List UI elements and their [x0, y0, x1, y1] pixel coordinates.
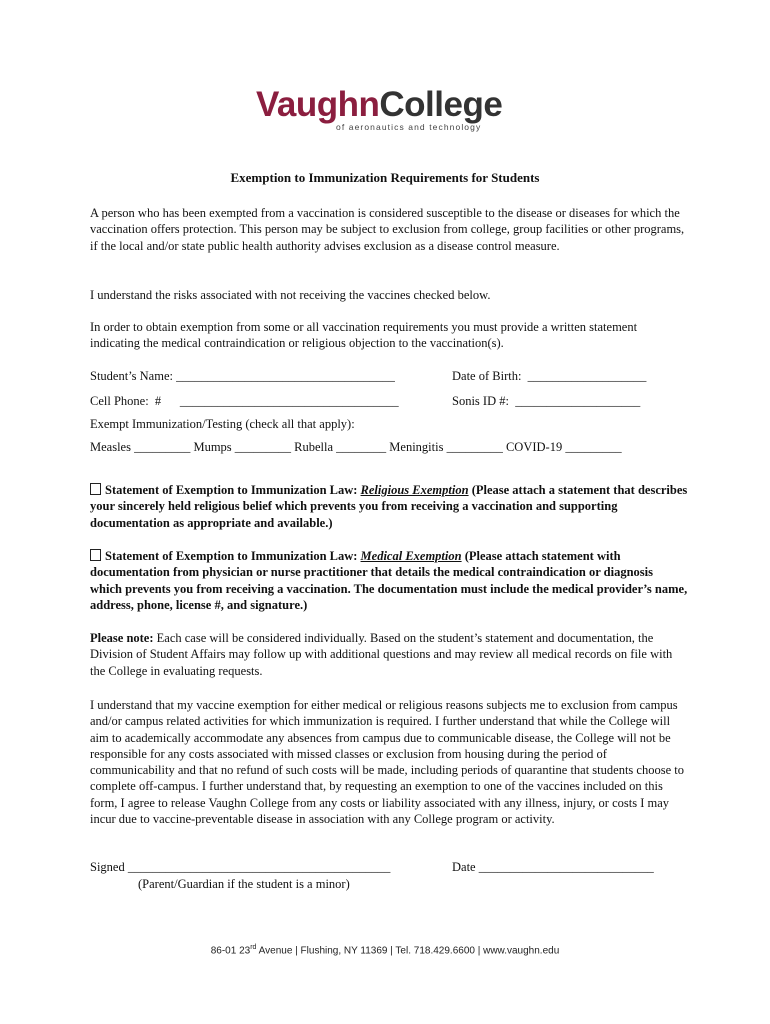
medical-exemption-statement — [90, 548, 688, 613]
obtain-exemption-paragraph: In order to obtain exemption from some or all vaccination requirements you must provide a written statement indicating the medical contraindication or religious objection to the vaccination(s). — [90, 320, 638, 351]
footer-contact — [0, 944, 770, 956]
logo-name-part2: College — [379, 85, 503, 124]
footer-address-rest: Avenue | Flushing, NY 11369 | Tel. 718.429.6600 | www.vaughn.edu — [256, 945, 560, 957]
guardian-note: (Parent/Guardian if the student is a minor) — [138, 877, 350, 891]
vaughn-college-logo — [256, 86, 518, 136]
medical-exemption-checkbox[interactable] — [90, 549, 101, 561]
please-note-paragraph — [90, 630, 688, 679]
understanding-paragraph: I understand that my vaccine exemption for either medical or religious reasons subjects me to exclusion from campus and/or campus related activities for which immunization is required. I further understand that while the College will aim to academically accommodate any absences from campus due to communicable disease, the College will not be responsible for any costs associated with missed classes or exclusion from housing during the period of communicability and that no refund of such costs will be made, including periods of quarantine that students choose to complete off-campus. I further understand that, by requesting an exemption to one of the vaccines included on this form, I agree to release Vaughn College from any costs or liability associated with any illness, injury, or costs I may incur due to vaccine-preventable disease in association with any College program or activity. — [90, 698, 684, 827]
logo-name-part1: Vaughn — [256, 85, 380, 124]
intro-paragraph: A person who has been exempted from a vaccination is considered susceptible to the disease or diseases for which the vaccination offers protection. This person may be subject to exclusion from college, group facilities or other programs, if the local and/or state public health authority advises exclusion as a disease control measure. — [90, 206, 685, 253]
religious-exemption-type: Religious Exemption — [360, 483, 469, 497]
footer-address-sup: rd — [250, 944, 257, 951]
exempt-immunization-heading: Exempt Immunization/Testing (check all that apply): — [90, 417, 355, 431]
signature-field[interactable]: Signed __________________________________________ — [90, 860, 391, 874]
medical-exemption-type: Medical Exemption — [360, 549, 462, 563]
medical-instructions: (Please attach statement with documentation from physician or nurse practitioner that details the medical contraindication or diagnosis which prevents you from receiving a vaccination. The documentation must include the medical provider’s name, address, phone, license #, and signature.) — [90, 549, 688, 612]
footer-address-prefix: 86-01 23 — [210, 945, 251, 957]
sonis-id-field[interactable]: Sonis ID #: ____________________ — [452, 394, 641, 408]
medical-prefix: Statement of Exemption to Immunization Law: — [105, 549, 361, 563]
risks-statement: I understand the risks associated with not receiving the vaccines checked below. — [90, 288, 491, 302]
cell-phone-field[interactable]: Cell Phone: # ___________________________________ — [90, 394, 399, 408]
date-of-birth-field[interactable]: Date of Birth: ___________________ — [452, 369, 647, 383]
note-text: Each case will be considered individually. Based on the student’s statement and documentation, the Division of Student Affairs may follow up with additional questions and may review all medical records on file with the College in evaluating requests. — [90, 631, 673, 678]
note-label: Please note: — [90, 631, 154, 645]
religious-exemption-statement — [90, 482, 688, 531]
form-title: Exemption to Immunization Requirements for Students — [230, 170, 540, 185]
logo-wordmark — [256, 85, 502, 124]
signature-date-field[interactable]: Date ____________________________ — [452, 860, 654, 874]
logo-tagline: of aeronautics and technology — [336, 122, 482, 132]
religious-exemption-checkbox[interactable] — [90, 483, 101, 495]
student-name-field[interactable]: Student’s Name: ___________________________________ — [90, 369, 395, 383]
vaccine-checklist[interactable]: Measles _________ Mumps _________ Rubella ________ Meningitis _________ COVID-19 _________ — [90, 440, 622, 454]
religious-prefix: Statement of Exemption to Immunization Law: — [105, 483, 361, 497]
religious-instructions: (Please attach a statement that describes your sincerely held religious belief which prevents you from receiving a vaccination and supporting documentation as appropriate and available.) — [90, 483, 688, 530]
